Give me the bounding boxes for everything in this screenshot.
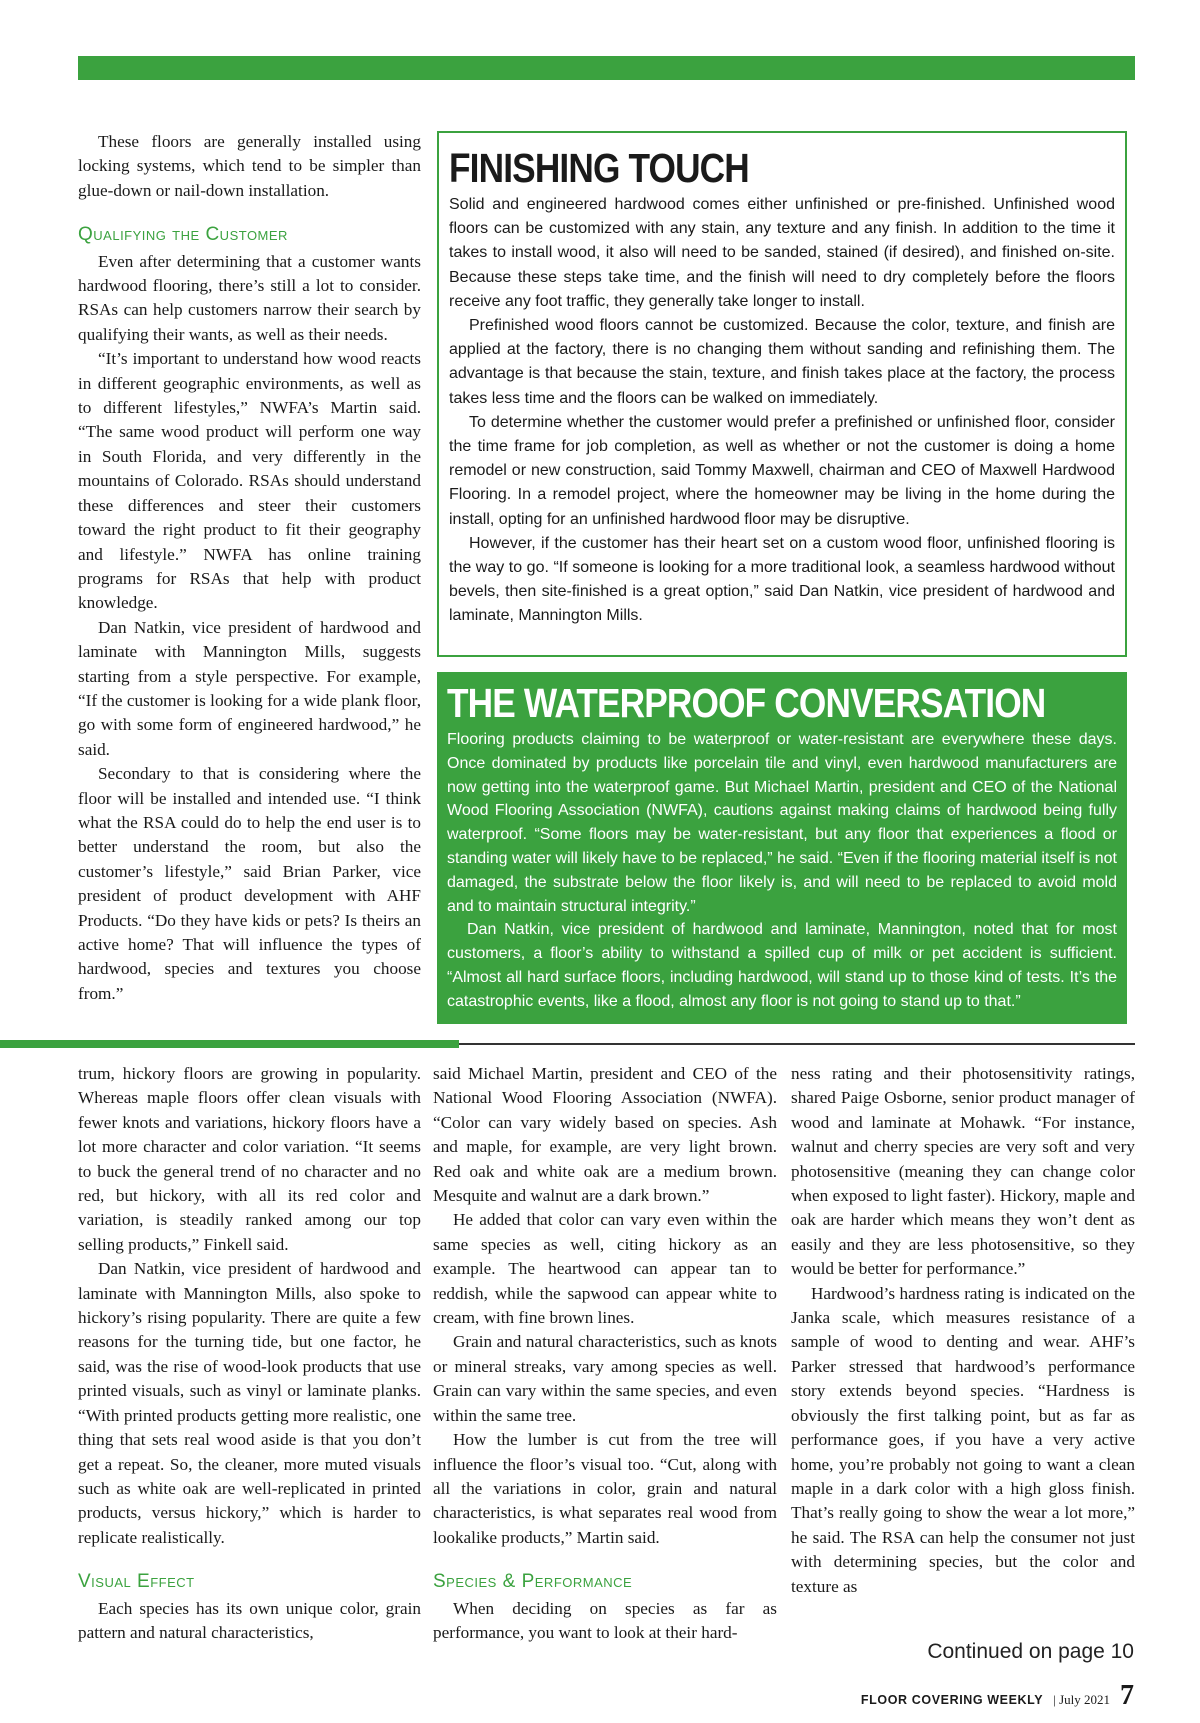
- page-number: 7: [1120, 1680, 1134, 1711]
- body-paragraph: Each species has its own unique color, grain pattern and natural characteristics,: [78, 1598, 421, 1642]
- bottom-column-2: [433, 1062, 777, 1645]
- section-divider-rule: [459, 1043, 1135, 1045]
- body-paragraph: These floors are generally installed using locking systems, which tend to be simpler than glue-down or nail-down installation.: [78, 132, 421, 200]
- body-paragraph: Hardwood’s hardness rating is indicated on the Janka scale, which measures resistance of a sample of wood to denting and wear. AHF’s Parker stressed that hardwood’s performance story extends beyond species. “Hardness is obviously the first talking point, but as far as performance goes, if you have a very active home, you’re probably not going to want a clean maple in a dark color with a high gloss finish. That’s really going to show the wear a lot more,” he said. The RSA can help the consumer not just with determining species, but the color and texture as: [791, 1283, 1135, 1596]
- sidebar-text: [447, 728, 1117, 1014]
- body-paragraph: Dan Natkin, vice president of hardwood and laminate with Mannington Mills, also spoke to hickory’s rising popularity. There are quite a few reasons for the turning tide, but one factor, he said, was the rise of wood-look products that use printed visuals, such as vinyl or laminate planks. “With printed products getting more realistic, one thing that sets real wood aside is that you don’t get a repeat. So, the cleaner, more muted visuals such as white oak are well-replicated in printed products, versus hickory,” which is harder to replicate realistically.: [78, 1259, 421, 1547]
- body-paragraph: Even after determining that a customer wants hardwood flooring, there’s still a lot to consider. RSAs can help customers narrow their search by qualifying their wants, as well as their needs.: [78, 251, 421, 344]
- body-paragraph: Dan Natkin, vice president of hardwood and laminate with Mannington Mills, suggests starting from a style perspective. For example, “If the customer is looking for a wide plank floor, go with some form of engineered hardwood,” he said.: [78, 617, 421, 759]
- sidebar-paragraph: Prefinished wood floors cannot be customized. Because the color, texture, and finish are applied at the factory, there is no changing them without sanding and refinishing them. The advantage is that because the stain, texture, and finish takes place at the factory, the process takes less time and the floors can be walked on immediately.: [449, 317, 1115, 407]
- section-divider-accent: [0, 1040, 459, 1048]
- page-footer: [861, 1680, 1134, 1712]
- top-accent-bar: [78, 56, 1135, 80]
- sidebar-text: [449, 193, 1115, 629]
- body-paragraph: He added that color can vary even within the same species as well, citing hickory as an example. The heartwood can appear tan to reddish, while the sapwood can appear white to cream, with fine brown lines.: [433, 1210, 777, 1328]
- body-paragraph: When deciding on species as far as performance, you want to look at their hard-: [433, 1598, 777, 1642]
- bottom-column-3: [791, 1062, 1135, 1599]
- body-paragraph: How the lumber is cut from the tree will influence the floor’s visual too. “Cut, along with all the variations in color, grain and natural characteristics, is what separates real wood from lookalike products,” Martin said.: [433, 1430, 777, 1547]
- finishing-touch-sidebar: [437, 131, 1127, 657]
- sidebar-title: FINISHING TOUCH: [449, 145, 749, 191]
- sidebar-paragraph: Dan Natkin, vice president of hardwood and laminate, Mannington, noted that for most customers, a floor’s ability to withstand a spilled cup of milk or pet accident is sufficient. “Almost all hard surface floors, including hardwood, will stand up to those kind of tests. It’s the catastrophic events, like a flood, almost any floor is not going to stand up to that.”: [447, 921, 1117, 1010]
- body-paragraph: ness rating and their photosensitivity ratings, shared Paige Osborne, senior product manager of wood and laminate at Mohawk. “For instance, walnut and cherry species are very soft and very photosensitive (meaning they can change color when exposed to light faster). Hickory, maple and oak are harder which means they won’t dent as easily and they are less photosensitive, so they would be better for performance.”: [791, 1064, 1135, 1279]
- sidebar-paragraph: However, if the customer has their heart set on a custom wood floor, unfinished flooring is the way to go. “If someone is looking for a more traditional look, a seamless hardwood without bevels, then site-finished is a great option,” said Dan Natkin, vice president of hardwood and laminate, Mannington Mills.: [449, 534, 1115, 625]
- body-paragraph: said Michael Martin, president and CEO of the National Wood Flooring Association (NWFA). “Color can vary widely based on species. Ash and maple, for example, are very light brown. Red oak and white oak are a medium brown. Mesquite and walnut are a dark brown.”: [433, 1064, 777, 1206]
- issue-date: | July 2021: [1053, 1692, 1110, 1707]
- sidebar-title: THE WATERPROOF CONVERSATION: [447, 680, 1046, 726]
- body-paragraph: Grain and natural characteristics, such as knots or mineral streaks, vary among species as well. Grain can vary within the same species, and even within the same tree.: [433, 1332, 777, 1425]
- waterproof-sidebar: [437, 672, 1127, 1024]
- section-heading: Qualifying the Customer: [78, 224, 288, 246]
- body-paragraph: trum, hickory floors are growing in popularity. Whereas maple floors offer clean visuals with fewer knots and variations, hickory floors have a lot more character and color variation. “It seems to buck the general trend of no character and no red, but hickory, with all its red color and variation, is steadily ranked among our top selling products,” Finkell said.: [78, 1064, 421, 1254]
- body-paragraph: Secondary to that is considering where the floor will be installed and intended use. “I think what the RSA could do to help the end user is to better understand the room, but also the customer’s lifestyle,” said Brian Parker, vice president of product development with AHF Products. “Do they have kids or pets? Is theirs an active home? That will influence the types of hardwood, species and textures you choose from.”: [78, 764, 421, 1003]
- sidebar-paragraph: To determine whether the customer would prefer a prefinished or unfinished floor, consider the time frame for job completion, as well as whether or not the customer is doing a home remodel or new construction, said Tommy Maxwell, chairman and CEO of Maxwell Hardwood Flooring. In a remodel project, where the homeowner may be living in the home during the install, opting for an unfinished hardwood floor may be disruptive.: [449, 413, 1115, 528]
- section-heading: Species & Performance: [433, 1571, 633, 1593]
- left-column: [78, 130, 421, 1006]
- section-heading: Visual Effect: [78, 1571, 195, 1593]
- body-paragraph: “It’s important to understand how wood reacts in different geographic environments, as well as to different lifestyles,” NWFA’s Martin said. “The same wood product will perform one way in South Florida, and very differently in the mountains of Colorado. RSAs should understand these differences and steer their customers toward the right product to fit their geography and lifestyle.” NWFA has online training programs for RSAs that help with product knowledge.: [78, 349, 421, 613]
- continued-note: Continued on page 10: [927, 1640, 1134, 1663]
- sidebar-paragraph: Flooring products claiming to be waterproof or water-resistant are everywhere these days. Once dominated by products like porcelain tile and vinyl, even hardwood manufacturers are now getting into the waterproof game. But Michael Martin, president and CEO of the National Wood Flooring Association (NWFA), cautions against making claims of hardwood being fully waterproof. “Some floors may be water-resistant, but any floor that experiences a flood or standing water will likely have to be replaced,” he said. “Even if the flooring material itself is not damaged, the substrate below the floor likely is, and will need to be replaced to avoid mold and to maintain structural integrity.”: [447, 731, 1117, 915]
- publication-name: FLOOR COVERING WEEKLY: [860, 1693, 1044, 1707]
- sidebar-paragraph: Solid and engineered hardwood comes either unfinished or pre-finished. Unfinished wood floors can be customized with any stain, any texture and any finish. In addition to the time it takes to install wood, it also will need to be sanded, stained (if desired), and finished on-site. Because these steps take time, and the finish will need to dry completely before the floors receive any foot traffic, they generally take longer to install.: [449, 196, 1115, 310]
- bottom-column-1: [78, 1062, 421, 1645]
